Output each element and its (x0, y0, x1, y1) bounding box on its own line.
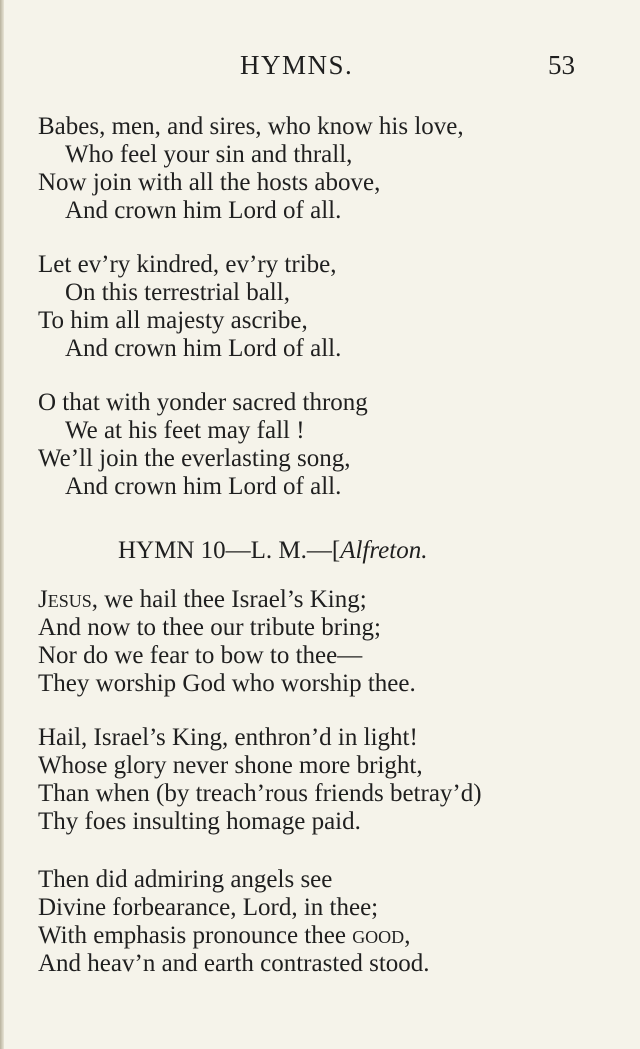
verse-line-rest: , we hail thee Israel’s King; (91, 586, 367, 613)
verse-line: They worship God who worship thee. (38, 670, 416, 697)
verse-line: O that with yonder sacred throng (38, 389, 368, 416)
emphasized-word: good (352, 922, 405, 949)
verse-line (38, 922, 618, 950)
hymn-number-meter: HYMN 10—L. M.—[ (118, 537, 341, 564)
stanza-1 (38, 113, 618, 225)
verse-line: Divine forbearance, Lord, in thee; (38, 894, 379, 921)
verse-line: Hail, Israel’s King, enthron’d in light! (38, 724, 418, 751)
verse-line: Now join with all the hosts above, (38, 169, 381, 196)
verse-line: And crown him Lord of all. (65, 473, 342, 500)
verse-line-start: With emphasis pronounce thee (38, 922, 353, 949)
stanza-5 (38, 724, 618, 836)
verse-line: And now to thee our tribute bring; (38, 614, 381, 641)
verse-line: To him all majesty ascribe, (38, 307, 308, 334)
page-number: 53 (548, 50, 575, 80)
verse-line: Than when (by treach’rous friends betray’d) (38, 780, 482, 807)
verse-line: And crown him Lord of all. (65, 335, 342, 362)
verse-line: Whose glory never shone more bright, (38, 752, 423, 779)
page-gutter-edge (0, 0, 4, 1049)
hymn-heading (118, 536, 618, 566)
verse-line: Thy foes insulting homage paid. (38, 808, 361, 835)
verse-line-end: , (404, 922, 411, 949)
verse-line: Who feel your sin and thrall, (65, 141, 353, 168)
verse-line: We at his feet may fall ! (65, 417, 305, 444)
verse-line: We’ll join the everlasting song, (38, 445, 351, 472)
stanza-4 (38, 586, 618, 698)
running-title: HYMNS. (240, 50, 354, 80)
stanza-6 (38, 866, 618, 978)
verse-line: Nor do we fear to bow to thee— (38, 642, 363, 669)
verse-line: And heav’n and earth contrasted stood. (38, 950, 430, 977)
stanza-2 (38, 251, 618, 363)
verse-line (38, 586, 618, 614)
stanza-3 (38, 389, 618, 501)
hymn-tune-name: Alfreton. (340, 537, 428, 564)
verse-line: Let ev’ry kindred, ev’ry tribe, (38, 251, 337, 278)
page-header (0, 50, 640, 90)
drop-word: Jesus (38, 586, 92, 613)
verse-line: And crown him Lord of all. (65, 197, 342, 224)
verse-line: Babes, men, and sires, who know his love, (38, 113, 464, 140)
verse-line: Then did admiring angels see (38, 866, 333, 893)
verse-line: On this terrestrial ball, (65, 279, 290, 306)
